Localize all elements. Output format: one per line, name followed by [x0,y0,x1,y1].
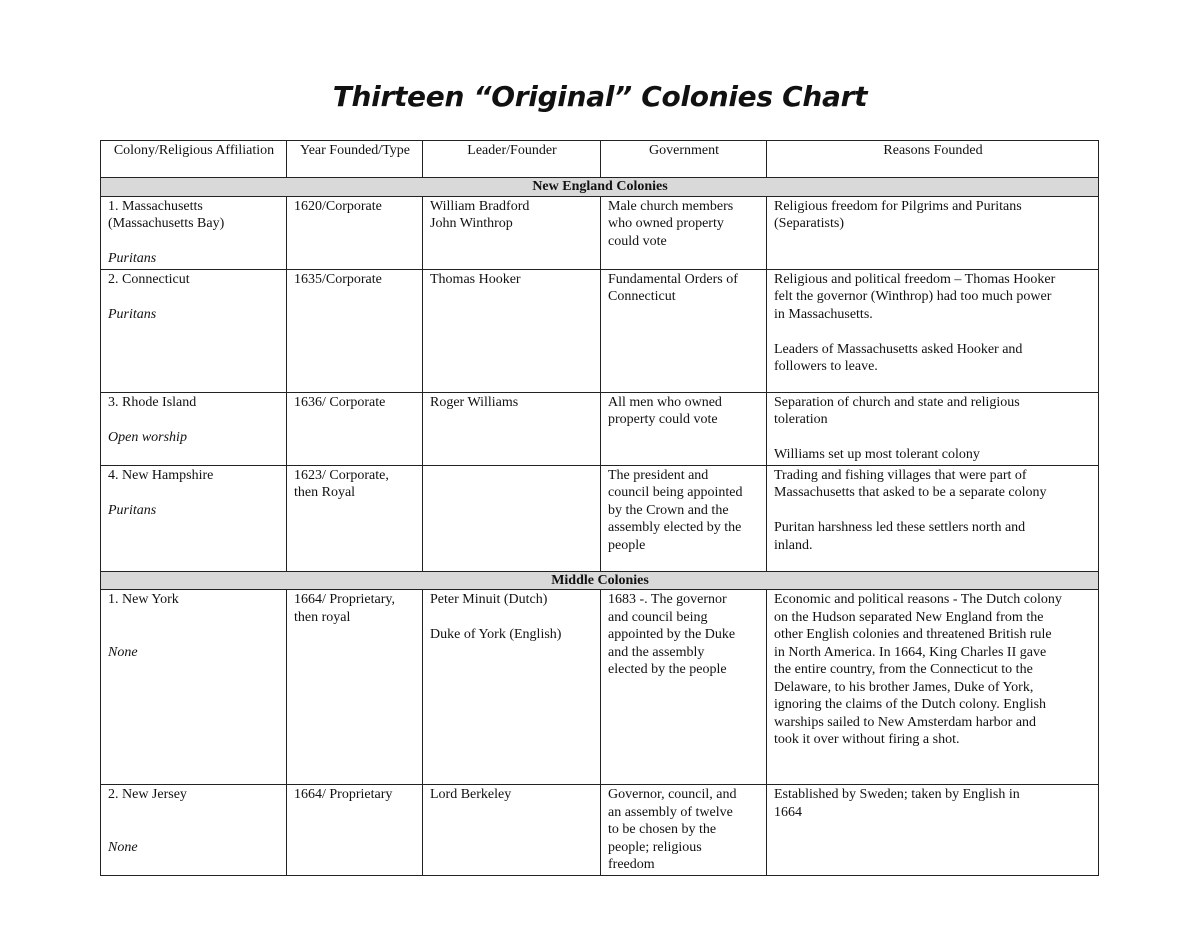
colony-name: 4. New Hampshire [108,467,214,483]
government-cell [601,590,767,785]
header-year: Year Founded/Type [287,141,423,178]
year-cell: 1636/ Corporate [287,392,423,465]
reasons-cell [767,269,1099,392]
reasons-line: 1664 [774,804,802,820]
government-line: people; religious [608,839,702,855]
religious-affiliation: None [108,839,138,855]
colony-name: 2. Connecticut [108,271,190,287]
government-line: by the Crown and the [608,502,729,518]
government-line: Governor, council, and [608,787,737,802]
government-line: property could vote [608,412,718,427]
reasons-line: Religious freedom for Pilgrims and Puritans [774,198,1022,214]
reasons-line: Established by Sweden; taken by English in [774,787,1020,802]
leader-cell: Lord Berkeley [423,785,601,876]
reasons-line: ignoring the claims of the Dutch colony. English [774,697,1047,712]
header-row [101,141,1099,178]
colony-cell [101,196,287,269]
government-line: an assembly of twelve [608,804,733,820]
reasons-line: Massachusetts that asked to be a separate colony [774,485,1047,500]
government-line: freedom [608,857,655,872]
reasons-line: on the Hudson separated New England from the [774,609,1044,625]
government-line: council being appointed [608,485,743,500]
reasons-line: in Massachusetts. [774,306,873,322]
reasons-line: Economic and political reasons - The Dutch colony [774,592,1062,607]
government-line: elected by the people [608,662,727,677]
section-title: Middle Colonies [101,571,1099,590]
leader-name: Duke of York (English) [430,627,562,642]
government-line: could vote [608,233,667,249]
reasons-line: warships sailed to New Amsterdam harbor and [774,714,1037,730]
government-cell [601,196,767,269]
leader-name: William Bradford [430,198,530,214]
colony-name: 1. New York [108,592,179,607]
religious-affiliation: None [108,644,138,660]
colony-cell [101,590,287,785]
reasons-cell [767,465,1099,571]
government-line: and the assembly [608,644,705,660]
year-cell: 1664/ Proprietary [287,785,423,876]
header-government: Government [601,141,767,178]
colony-name: 2. New Jersey [108,787,187,802]
year-cell [287,590,423,785]
government-line: Fundamental Orders of [608,271,738,287]
government-line: The president and [608,467,709,483]
colony-name: 3. Rhode Island [108,394,197,410]
reasons-line: felt the governor (Winthrop) had too much power [774,289,1052,304]
colony-cell [101,269,287,392]
reasons-line: Delaware, to his brother James, Duke of York, [774,679,1034,695]
leader-name: Peter Minuit (Dutch) [430,592,548,607]
government-line: assembly elected by the [608,520,742,535]
reasons-cell [767,392,1099,465]
table-row [101,465,1099,571]
colony-cell [101,465,287,571]
religious-affiliation: Puritans [108,251,157,266]
year-cell [287,465,423,571]
government-line: who owned property [608,216,724,231]
header-leader: Leader/Founder [423,141,601,178]
government-cell [601,465,767,571]
government-cell [601,785,767,876]
leader-cell [423,590,601,785]
leader-cell: Roger Williams [423,392,601,465]
section-row-middle [101,571,1099,590]
colony-name-sub: (Massachusetts Bay) [108,216,225,231]
leader-cell [423,465,601,571]
reasons-cell [767,196,1099,269]
colony-cell [101,392,287,465]
reasons-line: other English colonies and threatened British rule [774,627,1052,642]
reasons-line: Leaders of Massachusetts asked Hooker and [774,341,1023,357]
religious-affiliation: Puritans [108,502,157,518]
reasons-line: Religious and political freedom – Thomas Hooker [774,271,1056,287]
leader-cell [423,196,601,269]
table-row [101,269,1099,392]
reasons-line: (Separatists) [774,216,844,231]
government-cell [601,392,767,465]
colony-cell [101,785,287,876]
colonies-table [100,140,1099,876]
table-row [101,590,1099,785]
table-row [101,392,1099,465]
page-title: Thirteen “Original” Colonies Chart [332,80,868,113]
government-line: Connecticut [608,289,676,304]
government-line: and council being [608,609,708,625]
year-line: 1664/ Proprietary, [294,592,395,607]
year-line: then royal [294,609,351,625]
reasons-line: inland. [774,537,813,553]
government-line: Male church members [608,198,734,214]
year-line: then Royal [294,485,356,500]
government-line: to be chosen by the [608,822,717,837]
government-line: All men who owned [608,394,722,410]
government-cell [601,269,767,392]
reasons-line: Separation of church and state and religious [774,394,1020,410]
table-row [101,196,1099,269]
header-colony: Colony/Religious Affiliation [101,141,287,178]
reasons-line: Trading and fishing villages that were part of [774,467,1027,483]
year-cell: 1635/Corporate [287,269,423,392]
religious-affiliation: Puritans [108,306,157,322]
year-cell: 1620/Corporate [287,196,423,269]
section-title: New England Colonies [101,178,1099,197]
colony-name: 1. Massachusetts [108,198,203,214]
government-line: appointed by the Duke [608,627,736,642]
reasons-line: toleration [774,412,828,427]
reasons-line: took it over without firing a shot. [774,732,960,747]
header-reasons: Reasons Founded [767,141,1099,178]
reasons-cell [767,785,1099,876]
government-line: people [608,537,646,553]
reasons-line: Williams set up most tolerant colony [774,447,980,462]
reasons-line: the entire country, from the Connecticut to the [774,662,1033,677]
year-line: 1623/ Corporate, [294,467,389,483]
leader-name: John Winthrop [430,216,513,231]
section-row-new-england [101,178,1099,197]
leader-cell: Thomas Hooker [423,269,601,392]
religious-affiliation: Open worship [108,429,187,445]
table-row [101,785,1099,876]
reasons-cell [767,590,1099,785]
government-line: 1683 -. The governor [608,592,727,607]
reasons-line: Puritan harshness led these settlers north and [774,520,1026,535]
reasons-line: followers to leave. [774,359,878,374]
reasons-line: in North America. In 1664, King Charles II gave [774,644,1047,660]
